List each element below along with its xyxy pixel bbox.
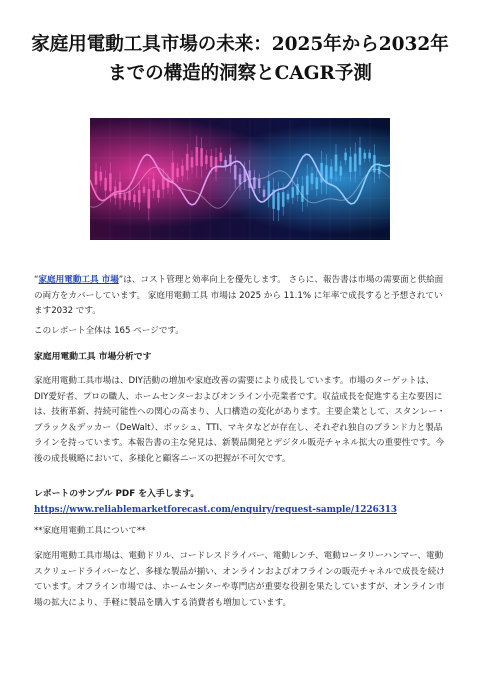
about-heading: **家庭用電動工具について** (34, 526, 146, 536)
intro-text: ”は、コスト管理と効率向上を優先します。 さらに、報告書は市場の需要面と供給面の両方をカバーしています。 家庭用電動工具 市場は 2025 から 11.1% に年率で成長すると予想されています2032 です。 (34, 275, 444, 316)
title-line-1: 家庭用電動工具市場の未来：2025年から2032年 (31, 34, 449, 55)
sample-request (34, 487, 446, 518)
hero-graphic (90, 118, 390, 240)
page-count-text: このレポート全体は 165 ページです。 (34, 326, 184, 336)
analysis-heading: 家庭用電動工具 市場分析です (34, 352, 152, 362)
sample-pdf-link[interactable]: https://www.reliablemarketforecast.com/enquiry/request-sample/1226313 (34, 504, 398, 515)
analysis-paragraph: 家庭用電動工具市場は、DIY活動の増加や家庭改善の需要により成長しています。市場のターゲットは、DIY愛好者、プロの職人、ホームセンターおよびオンライン小売業者です。収益成長を促進する主な要因には、技術革新、持続可能性への関心の高まり、人口構造の変化があります。主要企業として、スタンレー・ブラック＆デッカー（DeWalt）、ボッシュ、TTI、マキタなどが存在し、それぞれ独自のブランド力と製品ラインを持っています。本報告書の主な発見は、新製品開発とデジタル販売チャネル拡大の重要性です。今後の成長戦略において、多様化と顧客ニーズの把握が不可欠です。 (34, 376, 446, 464)
title-line-2: までの構造的洞察とCAGR予測 (108, 63, 372, 84)
intro-paragraph (34, 273, 446, 320)
quote-open: “ (34, 275, 39, 285)
about-paragraph: 家庭用電動工具市場は、電動ドリル、コードレスドライバー、電動レンチ、電動ロータリーハンマー、電動スクリュードライバーなど、多様な製品が揃い、オンラインおよびオフラインの販売チャネルで成長を続けています。オフライン市場では、ホームセンターや専門店が重要な役割を果たしていますが、オンライン市場の拡大により、手軽に製品を購入する消費者も増加しています。 (34, 551, 445, 608)
page-title (26, 30, 454, 88)
hero-chart-image (90, 118, 390, 240)
product-market-link[interactable]: 家庭用電動工具 市場 (38, 275, 119, 285)
sample-heading: レポートのサンプル PDF を入手します。 (34, 489, 200, 499)
